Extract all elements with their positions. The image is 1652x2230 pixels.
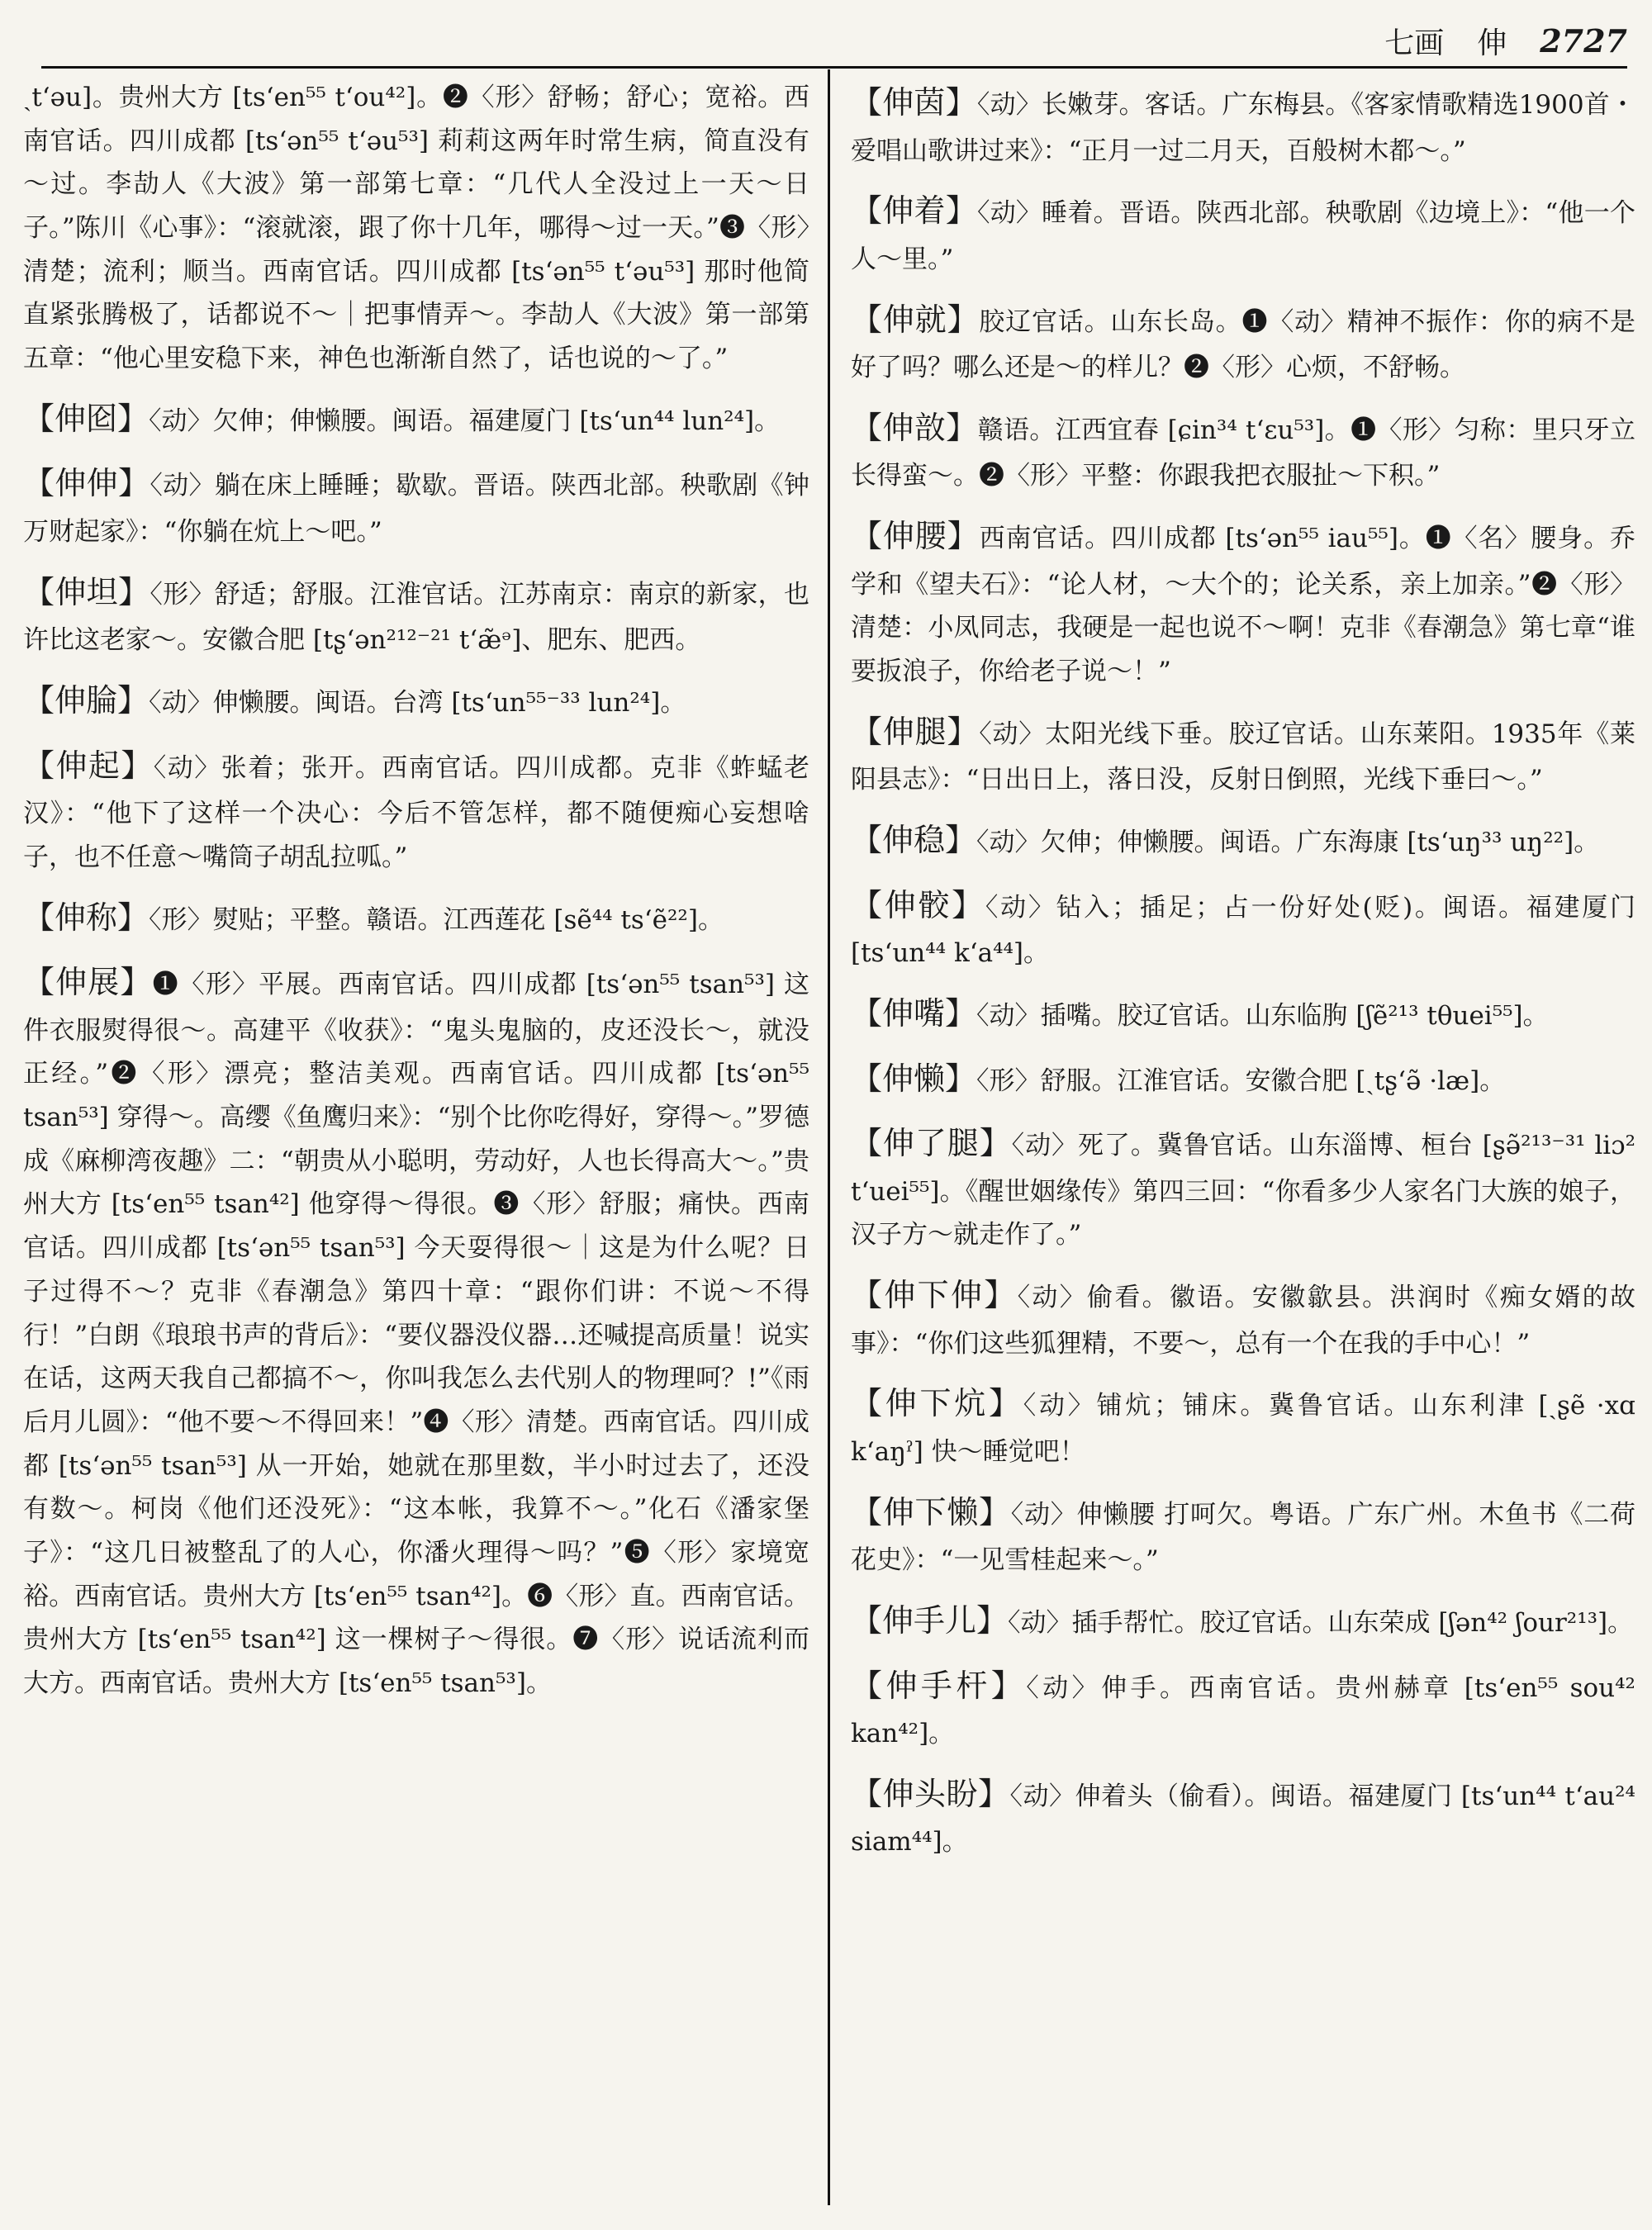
column-divider (828, 69, 830, 2205)
entry-definition: 〈形〉熨贴；平整。赣语。江西莲花 [sẽ⁴⁴ tsʻẽ²²]。 (149, 904, 724, 935)
entry-headword: 【伸坦】 (23, 573, 150, 610)
left-column (23, 76, 809, 2205)
dictionary-entry (851, 879, 1635, 975)
entry-headword: 【伸敨】 (851, 409, 978, 446)
page-header (50, 15, 1627, 66)
entry-headword: 【伸嘴】 (851, 994, 977, 1032)
dictionary-entry (851, 1269, 1635, 1365)
entry-headword: 【伸下炕】 (851, 1385, 1023, 1422)
entry-definition: 〈动〉伸懒腰 打呵欠。粤语。广东广州。木鱼书《二荷花史》：“一见雪桂起来～。” (851, 1499, 1635, 1576)
entry-headword: 【伸骹】 (851, 886, 985, 923)
header-rule (41, 66, 1627, 69)
dictionary-entry (851, 76, 1635, 173)
left-entry-list (23, 392, 809, 1706)
entry-headword: 【伸腀】 (23, 681, 150, 719)
dictionary-entry (23, 566, 809, 662)
header-radical: 七画 (1384, 26, 1445, 60)
entry-headword: 【伸腿】 (851, 713, 980, 750)
entry-definition: ❶〈形〉平展。西南官话。四川成都 [tsʻən⁵⁵ tsan⁵³] 这件衣服熨得很～。高建平《收获》：“鬼头鬼脑的，皮还没长～，就没正经。”❷〈形〉漂亮；整洁美观。西南官话。四川成都 [tsʻən⁵⁵ tsan⁵³] 穿得～。高缨《鱼鹰归来》：“别个比你吃得好，穿得～。”罗德成《麻柳湾夜趣》二：“朝贵从小聪明，劳动好，人也长得高大～。”贵州大方 [tsʻen⁵⁵ tsan⁴²] 他穿得～得很。❸〈形〉舒服；痛快。西南官话。四川成都 [tsʻən⁵⁵ tsan⁵³] 今天耍得很～｜这是为什么呢？日子过得不～？克非《春潮急》第四十章：“跟你们讲：不说～不得行！”白朗《琅琅书声的背后》：“要仪器没仪器…还喊提高质量！说实在话，这两天我自己都搞不～，你叫我怎么去代别人的物理呵？!”《雨后月儿圆》：“他不要～不得回来！”❹〈形〉清楚。西南官话。四川成都 [tsʻən⁵⁵ tsan⁵³] 从一开始，她就在那里数，半小时过去了，还没有数～。柯岗《他们还没死》：“这本帐，我算不～。”化石《潘家堡子》：“这几日被整乱了的人心，你潘火理得～吗？”❺〈形〉家境宽裕。西南官话。贵州大方 [tsʻen⁵⁵ tsan⁴²]。❻〈形〉直。西南官话。贵州大方 [tsʻen⁵⁵ tsan⁴²] 这一棵树子～得很。❼〈形〉说话流利而大方。西南官话。贵州大方 [tsʻen⁵⁵ tsan⁵³]。 (23, 970, 809, 1699)
entry-definition: 〈动〉偷看。徽语。安徽歙县。洪润时《痴女婿的故事》：“你们这些狐狸精，不要～，总有一个在我的手中心！” (851, 1283, 1635, 1359)
entry-headword: 【伸下伸】 (851, 1277, 1018, 1314)
dictionary-entry (851, 184, 1635, 281)
entry-headword: 【伸手儿】 (851, 1601, 1009, 1639)
dictionary-entry (851, 705, 1635, 802)
entry-headword: 【伸囵】 (23, 400, 150, 437)
entry-definition: 〈动〉伸着头（偷看）。闽语。福建厦门 [tsʻun⁴⁴ tʻau²⁴ siam⁴⁴]。 (851, 1781, 1635, 1858)
entry-definition: 〈动〉睡着。晋语。陕西北部。秧歌剧《边境上》：“他一个人～里。” (851, 198, 1635, 274)
entry-definition: 〈动〉太阳光线下垂。胶辽官话。山东莱阳。1935年《莱阳县志》：“日出日上，落日没，反射日倒照，光线下垂曰～。” (851, 719, 1635, 795)
entry-definition: 〈动〉插嘴。胶辽官话。山东临朐 [ʃẽ²¹³ tθuei⁵⁵]。 (976, 1000, 1549, 1031)
dictionary-entry (851, 1767, 1635, 1864)
entry-definition: 〈动〉钻入；插足；占一份好处(贬)。闽语。福建厦门 [tsʻun⁴⁴ kʻa⁴⁴]。 (851, 892, 1635, 969)
entry-definition: 〈动〉插手帮忙。胶辽官话。山东荣成 [ʃən⁴² ʃour²¹³]。 (1008, 1607, 1634, 1638)
entry-definition: 〈动〉铺炕；铺床。冀鲁官话。山东利津 [ˏʂẽ ·xɑ kʻaŋˀ] 快～睡觉吧！ (851, 1391, 1635, 1467)
dictionary-entry (23, 457, 809, 553)
entry-headword: 【伸茵】 (851, 84, 977, 121)
right-entry-list (851, 76, 1635, 1864)
entry-headword: 【伸稳】 (851, 822, 977, 859)
dictionary-entry (851, 293, 1635, 390)
entry-definition: 〈动〉张着；张开。西南官话。四川成都。克非《蚱蜢老汉》：“他下了这样一个决心：今后不管怎样，都不随便痴心妄想啥子，也不任意～嘴筒子胡乱拉呱。” (23, 752, 809, 872)
entry-definition: 〈动〉伸手。西南官话。贵州赫章 [tsʻen⁵⁵ sou⁴² kan⁴²]。 (851, 1672, 1635, 1749)
entry-headword: 【伸腰】 (851, 518, 980, 555)
entry-definition: 〈动〉欠伸；伸懒腰。闽语。福建厦门 [tsʻun⁴⁴ lun²⁴]。 (149, 406, 781, 436)
entry-headword: 【伸伸】 (23, 465, 150, 502)
entry-definition: 〈动〉死了。冀鲁官话。山东淄博、桓台 [ʂə̃²¹³⁻³¹ liɔ² tʻuei⁵⁵]。《醒世姻缘传》第四三回：“你看多少人家名门大族的娘子，汉子方～就走作了。” (851, 1131, 1635, 1250)
entry-definition: 西南官话。四川成都 [tsʻən⁵⁵ iau⁵⁵]。❶〈名〉腰身。乔学和《望夫石》：“论人材，～大个的；论关系，亲上加亲。”❷〈形〉清楚：小凤同志，我硬是一起也说不～啊！克非《春潮急》第七章“谁要扳浪子，你给老子说～！” (851, 524, 1635, 687)
entry-definition: 胶辽官话。山东长岛。❶〈动〉精神不振作：你的病不是好了吗？哪么还是～的样儿？❷〈形〉心烦，不舒畅。 (851, 306, 1635, 383)
dictionary-entry (851, 1486, 1635, 1582)
entry-headword: 【伸了腿】 (851, 1125, 1012, 1162)
entry-definition: 〈动〉躺在床上睡睡；歇歇。晋语。陕西北部。秧歌剧《钟万财起家》：“你躺在炕上～吧。” (23, 471, 809, 547)
entry-headword: 【伸展】 (23, 964, 153, 1001)
entry-headword: 【伸着】 (851, 192, 977, 230)
continuation-text: ˏtʻəu]。贵州大方 [tsʻen⁵⁵ tʻou⁴²]。❷〈形〉舒畅；舒心；宽裕。西南官话。四川成都 [tsʻən⁵⁵ tʻəu⁵³] 莉莉这两年时常生病，简直没有～过。李劼人《大波》第一部第七章：“几代人全没过上一天～日子。”陈川《心事》：“滚就滚，跟了你十几年，哪得～过一天。”❸〈形〉清楚；流利；顺当。西南官话。四川成都 [tsʻən⁵⁵ tʻəu⁵³] 那时他简直紧张腾极了，话都说不～｜把事情弄～。李劼人《大波》第一部第五章：“他心里安稳下来，神色也渐渐自然了，话也说的～了。” (23, 83, 809, 374)
dictionary-entry (851, 1377, 1635, 1473)
dictionary-entry (23, 891, 809, 945)
dictionary-entry (851, 1659, 1635, 1756)
dictionary-entry (851, 987, 1635, 1041)
dictionary-entry (23, 739, 809, 880)
dictionary-entry (851, 1052, 1635, 1106)
dictionary-entry (851, 1117, 1635, 1257)
entry-headword: 【伸懒】 (851, 1060, 977, 1097)
dictionary-entry (23, 956, 809, 1706)
right-column (851, 76, 1635, 2205)
entry-definition: 〈形〉舒服。江淮官话。安徽合肥 [ˏtʂʻə̃ ·læ]。 (976, 1065, 1506, 1096)
entry-definition: 〈动〉长嫩芽。客话。广东梅县。《客家情歌精选1900首・爱唱山歌讲过来》：“正月一过二月天，百般树木都～。” (851, 90, 1635, 166)
dictionary-entry (23, 674, 809, 728)
entry-headword: 【伸手杆】 (851, 1667, 1027, 1704)
entry-definition: 〈形〉舒适；舒服。江淮官话。江苏南京：南京的新家，也许比这老家～。安徽合肥 [tʂʻən²¹²⁻²¹ tʻæ̃ᵊ]、肥东、肥西。 (23, 579, 809, 656)
entry-definition: 赣语。江西宜春 [ɕin³⁴ tʻɛu⁵³]。❶〈形〉匀称：里只牙立长得蛮～。❷〈形〉平整：你跟我把衣服扯～下积。” (851, 415, 1635, 491)
entry-headword: 【伸头盼】 (851, 1775, 1010, 1812)
entry-definition: 〈动〉欠伸；伸懒腰。闽语。广东海康 [tsʻuŋ³³ uŋ²²]。 (976, 828, 1600, 858)
header-char: 伸 (1477, 26, 1507, 60)
page-number: 2727 (1540, 21, 1627, 59)
entry-headword: 【伸就】 (851, 301, 980, 338)
entry-headword: 【伸下懒】 (851, 1493, 1011, 1530)
dictionary-entry (851, 1594, 1635, 1648)
entry-headword: 【伸起】 (23, 747, 154, 784)
dictionary-entry (851, 814, 1635, 867)
dictionary-entry (23, 392, 809, 446)
dictionary-entry (851, 510, 1635, 694)
entry-headword: 【伸称】 (23, 899, 150, 936)
dictionary-entry (851, 401, 1635, 498)
entry-definition: 〈动〉伸懒腰。闽语。台湾 [tsʻun⁵⁵⁻³³ lun²⁴]。 (149, 687, 686, 718)
